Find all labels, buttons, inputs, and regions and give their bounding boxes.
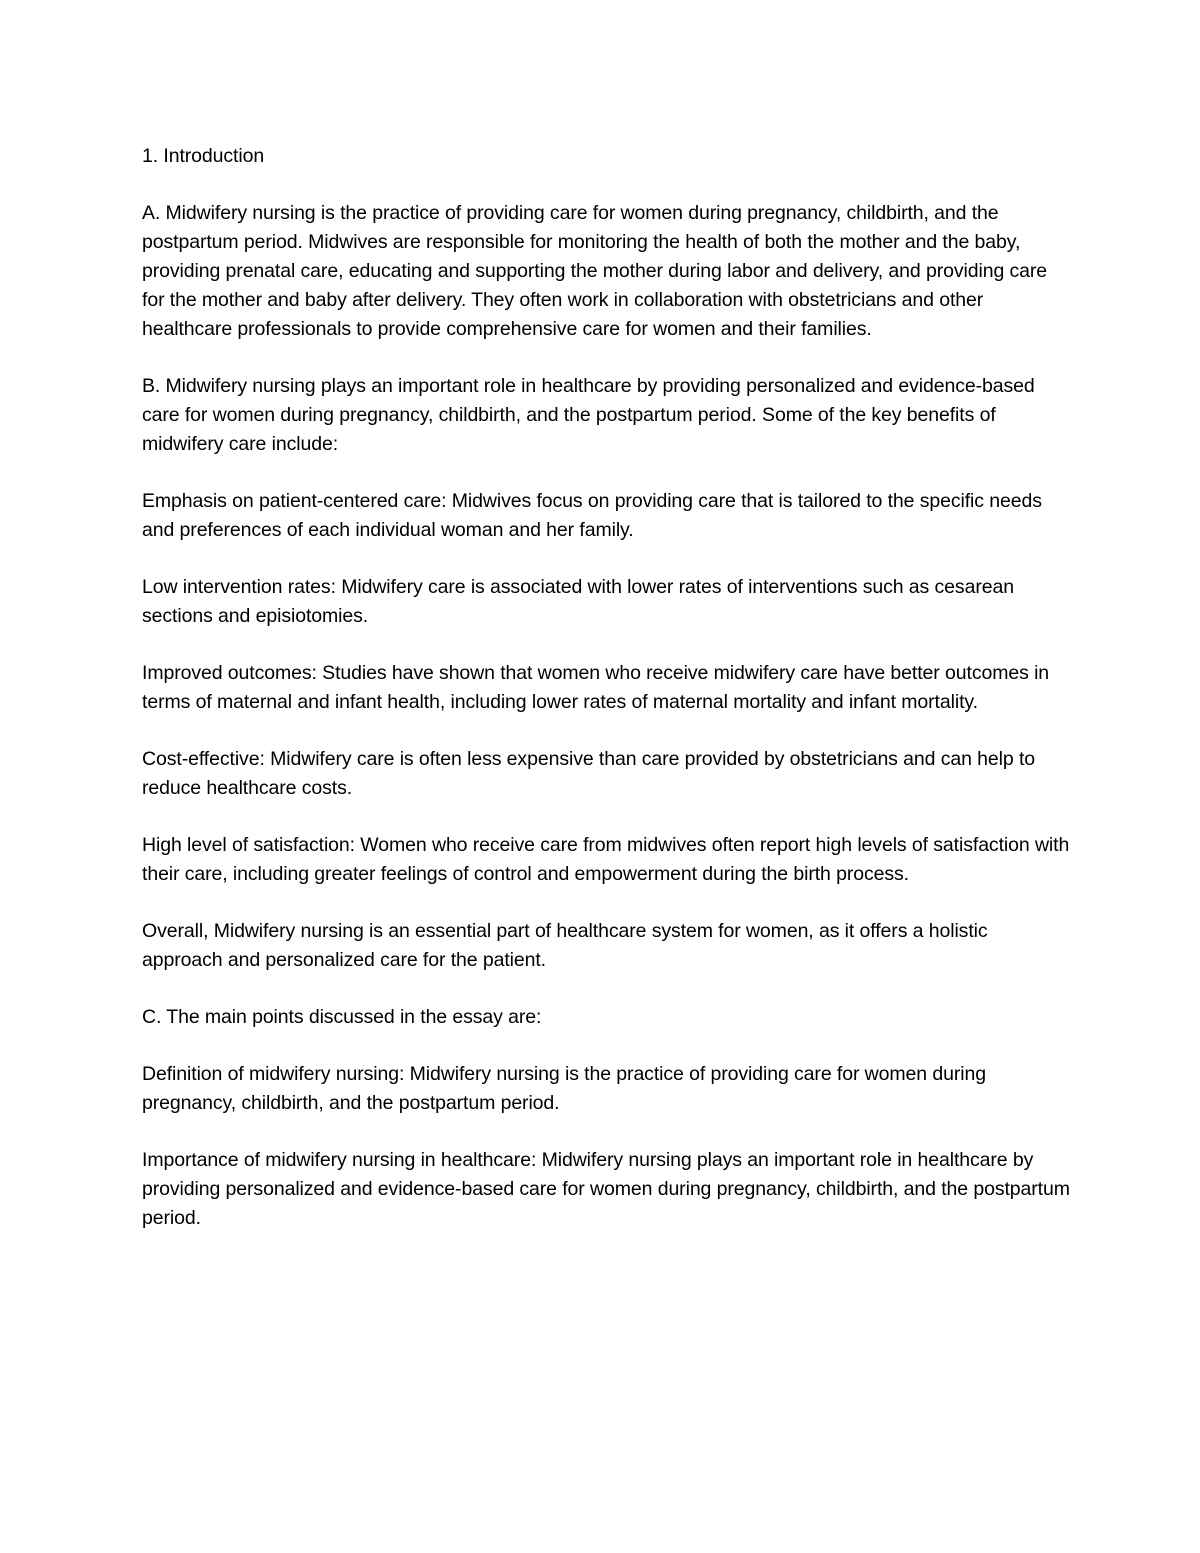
paragraph-improved-outcomes: Improved outcomes: Studies have shown that women who receive midwifery care have better outcomes in terms of maternal and infant health, including lower rates of maternal mortality and infant mortality.	[142, 662, 1050, 713]
paragraph-low-intervention: Low intervention rates: Midwifery care is associated with lower rates of interventions such as cesarean sections and episiotomies.	[142, 576, 1014, 627]
document-body	[142, 142, 1072, 1261]
paragraph-a-definition: A. Midwifery nursing is the practice of providing care for women during pregnancy, childbirth, and the postpartum period. Midwives are responsible for monitoring the health of both the mother and the baby, providing prenatal care, educating and supporting the mother during labor and delivery, and providing care for the mother and baby after delivery. They often work in collaboration with obstetricians and other healthcare professionals to provide comprehensive care for women and their families.	[142, 202, 1048, 340]
section-heading: 1. Introduction	[142, 145, 265, 167]
paragraph-definition-point: Definition of midwifery nursing: Midwifery nursing is the practice of providing care for women during pregnancy, childbirth, and the postpartum period.	[142, 1063, 986, 1114]
paragraph-cost-effective: Cost-effective: Midwifery care is often less expensive than care provided by obstetricians and can help to reduce healthcare costs.	[142, 748, 1036, 799]
paragraph-c-main-points: C. The main points discussed in the essay are:	[142, 1006, 542, 1028]
paragraph-importance-point: Importance of midwifery nursing in healthcare: Midwifery nursing plays an important role in healthcare by providing personalized and evidence-based care for women during pregnancy, childbirth, and the postpartum period.	[142, 1149, 1070, 1229]
paragraph-satisfaction: High level of satisfaction: Women who receive care from midwives often report high levels of satisfaction with their care, including greater feelings of control and empowerment during the birth process.	[142, 834, 1070, 885]
paragraph-b-role: B. Midwifery nursing plays an important role in healthcare by providing personalized and evidence-based care for women during pregnancy, childbirth, and the postpartum period. Some of the key benefits of midwifery care include:	[142, 375, 1035, 455]
paragraph-patient-centered: Emphasis on patient-centered care: Midwives focus on providing care that is tailored to the specific needs and preferences of each individual woman and her family.	[142, 490, 1042, 541]
paragraph-overall: Overall, Midwifery nursing is an essential part of healthcare system for women, as it offers a holistic approach and personalized care for the patient.	[142, 920, 988, 971]
